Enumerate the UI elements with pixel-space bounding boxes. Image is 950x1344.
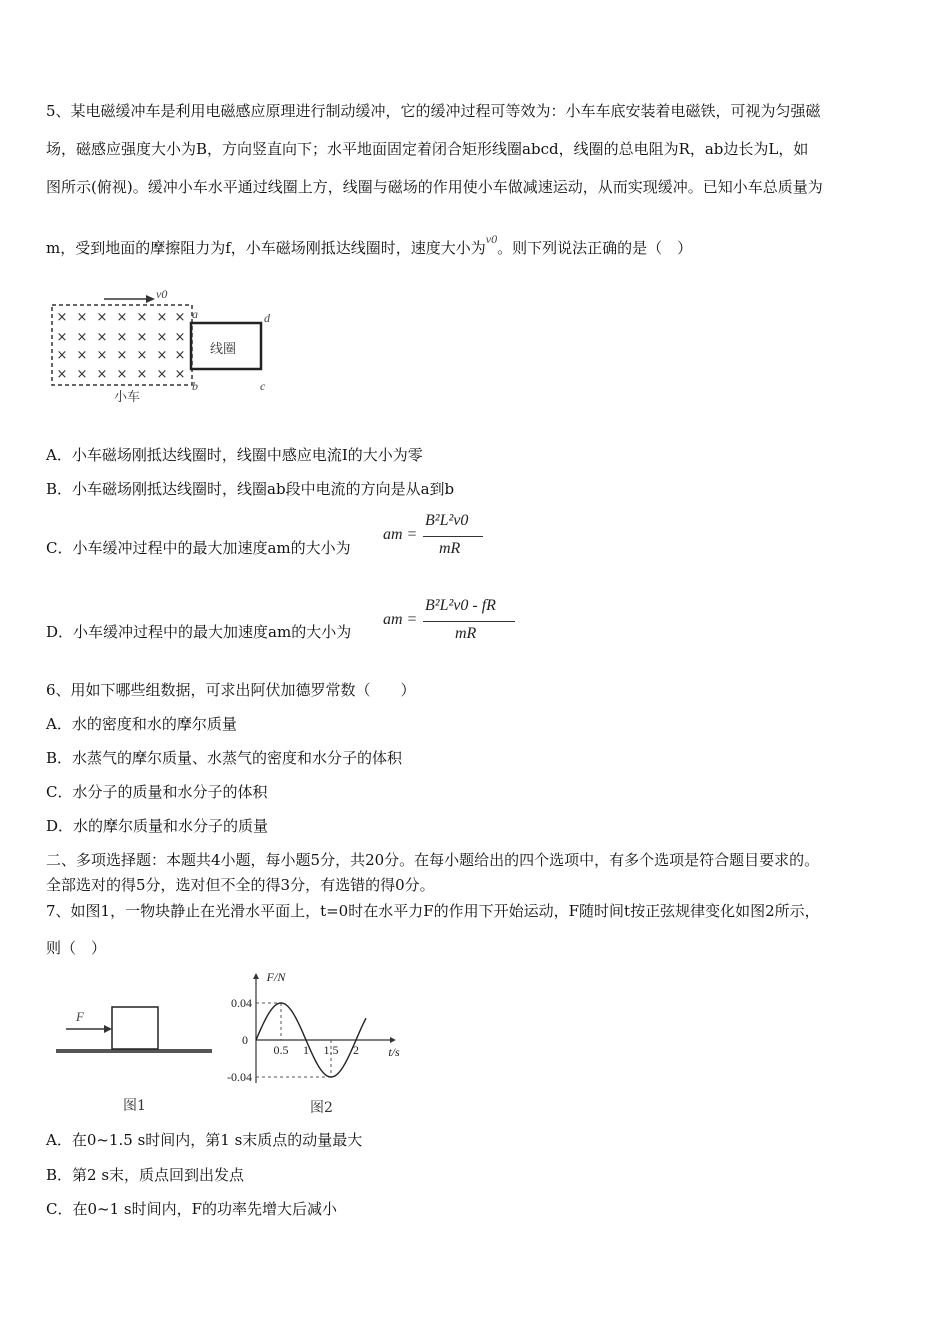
x-tick-label: 0.5 xyxy=(273,1043,289,1057)
q5-stem-line3: 图所示(俯视)。缓冲小车水平通过线圈上方，线圈与磁场的作用使小车做减速运动，从而实现缓冲。已知小车总质量为 xyxy=(46,178,823,196)
x-tick-label: 1 xyxy=(303,1043,309,1057)
q5-fig-car-label: 小车 xyxy=(114,390,141,405)
svg-text:×: × xyxy=(136,348,148,363)
q6-option-b: B．水蒸气的摩尔质量、水蒸气的密度和水分子的体积 xyxy=(46,749,403,767)
q5-option-c-numerator: B²L²v0 xyxy=(425,512,469,529)
svg-text:×: × xyxy=(96,330,108,345)
q5-option-c: C．小车缓冲过程中的最大加速度am的大小为 xyxy=(46,539,351,557)
svg-text:×: × xyxy=(76,367,88,382)
svg-text:×: × xyxy=(76,330,88,345)
svg-text:×: × xyxy=(116,330,128,345)
q7-fig2-caption: 图2 xyxy=(310,1100,333,1116)
x-axis-label: t/s xyxy=(388,1045,400,1059)
q5-option-c-formula xyxy=(383,512,493,562)
q7-option-a: A．在0~1.5 s时间内，第1 s末质点的动量最大 xyxy=(46,1131,363,1149)
q5-fig-label-a: a xyxy=(192,307,198,321)
q5-fig-label-d: d xyxy=(264,311,270,325)
svg-text:×: × xyxy=(96,348,108,363)
q5-figure xyxy=(46,283,286,413)
svg-text:×: × xyxy=(136,310,148,325)
q5-option-d-denominator: mR xyxy=(455,625,477,642)
svg-text:×: × xyxy=(96,367,108,382)
svg-text:×: × xyxy=(156,310,168,325)
svg-text:×: × xyxy=(116,348,128,363)
q5-option-c-fraction-bar xyxy=(423,536,483,537)
q7-stem-line1: 7、如图1，一物块静止在光滑水平面上，t=0时在水平力F的作用下开始运动，F随时间t按正弦规律变化如图2所示， xyxy=(46,902,820,920)
q5-option-c-lhs: am = xyxy=(383,526,418,543)
x-axis-arrow xyxy=(390,1037,396,1043)
q5-option-d: D．小车缓冲过程中的最大加速度am的大小为 xyxy=(46,623,352,641)
svg-text:×: × xyxy=(76,348,88,363)
q5-stem-line4 xyxy=(46,232,693,259)
q5-stem-line4-end: 。则下列说法正确的是（ ） xyxy=(497,239,693,257)
q5-stem-line4-text: m，受到地面的摩擦阻力为f，小车磁场刚抵达线圈时，速度大小为 xyxy=(46,239,486,257)
q7-chart-svg xyxy=(218,965,398,1090)
q5-option-c-denominator: mR xyxy=(439,540,461,557)
q5-stem-line2: 场，磁感应强度大小为B，方向竖直向下；水平地面固定着闭合矩形线圈abcd，线圈的总电阻为R，ab边长为L，如 xyxy=(46,140,809,158)
svg-text:×: × xyxy=(174,367,186,382)
x-tick-label: 1.5 xyxy=(323,1043,339,1057)
svg-text:×: × xyxy=(156,367,168,382)
q5-fig-label-b: b xyxy=(192,379,198,393)
x-tick-label: 2 xyxy=(353,1043,359,1057)
y-axis-label: F/N xyxy=(266,970,286,984)
svg-text:×: × xyxy=(174,310,186,325)
q7-stem-line2: 则（ ） xyxy=(46,939,107,957)
svg-text:×: × xyxy=(116,367,128,382)
svg-text:×: × xyxy=(156,330,168,345)
q7-figure2-chart xyxy=(218,965,398,1090)
y-tick-label: 0 xyxy=(242,1033,248,1047)
q6-option-c: C．水分子的质量和水分子的体积 xyxy=(46,783,268,801)
q7-figure1 xyxy=(52,995,217,1065)
q5-option-d-lhs: am = xyxy=(383,611,418,628)
q7-fig1-force-label: F xyxy=(76,1009,84,1024)
q5-option-a: A．小车磁场刚抵达线圈时，线圈中感应电流I的大小为零 xyxy=(46,446,423,464)
q6-option-a: A．水的密度和水的摩尔质量 xyxy=(46,715,237,733)
q5-option-b: B．小车磁场刚抵达线圈时，线圈ab段中电流的方向是从a到b xyxy=(46,480,455,498)
svg-text:×: × xyxy=(56,310,68,325)
y-axis-arrow xyxy=(253,973,259,979)
section2-heading-line2: 全部选对的得5分，选对但不全的得3分，有选错的得0分。 xyxy=(46,876,435,894)
svg-text:×: × xyxy=(174,348,186,363)
svg-text:×: × xyxy=(96,310,108,325)
q5-option-d-fraction-bar xyxy=(423,621,515,622)
q6-option-d: D．水的摩尔质量和水分子的质量 xyxy=(46,817,269,835)
q5-fig-coil-label: 线圈 xyxy=(210,342,237,357)
section2-heading-line1: 二、多项选择题：本题共4小题，每小题5分，共20分。在每小题给出的四个选项中，有多个选项是符合题目要求的。 xyxy=(46,851,820,869)
q7-option-c: C．在0~1 s时间内，F的功率先增大后减小 xyxy=(46,1200,338,1218)
q7-fig1-caption: 图1 xyxy=(123,1098,146,1114)
svg-text:×: × xyxy=(136,330,148,345)
svg-text:×: × xyxy=(116,310,128,325)
svg-text:×: × xyxy=(56,330,68,345)
svg-text:×: × xyxy=(156,348,168,363)
svg-text:×: × xyxy=(174,330,186,345)
q5-v0-symbol: v0 xyxy=(485,232,498,246)
svg-text:×: × xyxy=(56,367,68,382)
q5-stem-line1: 5、某电磁缓冲车是利用电磁感应原理进行制动缓冲，它的缓冲过程可等效为：小车车底安装着电磁铁，可视为匀强磁 xyxy=(46,102,821,120)
svg-text:×: × xyxy=(76,310,88,325)
q5-option-d-numerator: B²L²v0 - fR xyxy=(425,597,496,614)
svg-text:×: × xyxy=(56,348,68,363)
y-tick-label: -0.04 xyxy=(227,1070,252,1084)
svg-text:×: × xyxy=(136,367,148,382)
q5-fig-v0-label: v0 xyxy=(156,287,168,301)
q5-option-d-formula xyxy=(383,597,523,647)
q5-fig-label-c: c xyxy=(260,379,266,393)
y-tick-label: 0.04 xyxy=(231,996,252,1010)
q7-option-b: B．第2 s末，质点回到出发点 xyxy=(46,1166,245,1184)
q6-stem: 6、用如下哪些组数据，可求出阿伏加德罗常数（ ） xyxy=(46,681,416,699)
